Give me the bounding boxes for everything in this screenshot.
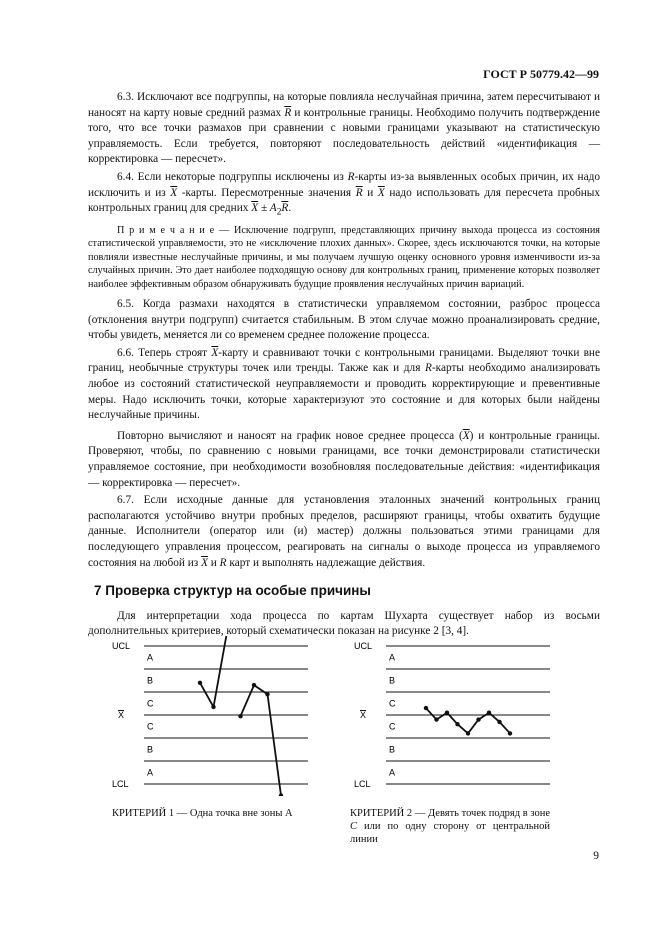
series-line (426, 708, 510, 733)
data-point (455, 722, 459, 726)
criterion-1-chart (108, 636, 312, 796)
paragraph-6-6-b: Повторно вычисляют и наносят на график новое среднее процесса $(\overline{X})$ и контрольные границы. Проверяют, чтобы, по сравнению с новыми границами, все точки демонстрировали статистически управляемое состояние, при необходимости возобновляя последовательные действия: «идентификация — корректировка — пересчет». (88, 429, 600, 489)
page-number: 9 (593, 850, 599, 862)
paragraph-6-3: 6.3. Исключают все подгруппы, на которые повлияла неслучайная причина, затем пересчитывают и наносят на карту новые средний размах $\overline{R}$ и контрольные границы. Необходимо получить подтверждение того, что все точки размахов при сравнении с новыми границами указывают на статистическую управляемость. Если требуется, повторяют последовательность действий «идентификация — корректировка — пересчет». (88, 91, 601, 166)
data-point (279, 793, 283, 796)
series-line (241, 685, 282, 795)
data-point (508, 731, 512, 735)
zone-label: B (389, 744, 396, 755)
lcl-label: LCL (112, 779, 129, 789)
r-bar-symbol: $\overline{R}$ (355, 186, 363, 199)
zone-label: C (147, 698, 154, 709)
r-bar-symbol: $\overline{R}$ (284, 106, 292, 119)
data-point (476, 717, 480, 721)
data-point (466, 731, 470, 735)
note: П р и м е ч а н и е — Исключение подгрупп, представляющих причину выхода процесса из состояния статистической управляемости, это не «исключение плохих данных». Скорее, здесь исключаются точки, на которые повлияли известные неслучайные причины, и мы получаем лучшую оценку основного уровня изменчивости из-за случайных причин. Это дает наиболее подходящую основу для контрольных границ, применение которых позволяет наиболее эффективным образом обнаруживать будущие проявления неслучайных причин вариаций. (88, 225, 600, 290)
x-bar-symbol: $\overline{X}$ (170, 186, 178, 199)
paragraph-7: Для интерпретации хода процесса по картам Шухарта существует набор из восьми дополнительных критериев, который схематически показан на рисунке 2 [3, 4]. (88, 609, 600, 638)
data-point (265, 692, 269, 696)
x-bar-symbol: $\overline{X}$ (211, 346, 219, 359)
paragraph-6-6: 6.6. Теперь строят $\overline{X}$-карту и сравнивают точки с контрольными границами. Выделяют точки вне границ, необычные структуры точек или тренды. Также как и для R-карты необходимо анализировать любое из состояний статистической неуправляемости и проводить корректирующие и превентивные меры. Надо исключить точки, которые характеризуют это состояние и для которых были найдены неслучайные причины. (88, 346, 600, 422)
x-bar-symbol: $\overline{X}$ (377, 186, 385, 199)
paragraph-6-4: 6.4. Если некоторые подгруппы исключены из R-карты из-за выявленных особых причин, их надо исключить и из $\overline{X}$ -карты. Пересмотренные значения $\overline{R}$ и $\overline{X}$ надо использовать для пересчета пробных контрольных границ для средних $\overline{X} \pm A_2\overline{R}$. (88, 170, 601, 218)
zone-label: B (147, 744, 154, 755)
zone-label: A (147, 767, 154, 778)
zone-label: C (389, 698, 396, 709)
criterion-2-svg (350, 636, 554, 796)
data-point (198, 681, 202, 685)
data-point (252, 683, 256, 687)
paragraph-6-7: 6.7. Если исходные данные для установления эталонных значений контрольных границ располагаются устойчиво внутри пробных пределов, расширяют границы, чтобы охватить будущие данные. Исполнители (оператор или (и) мастер) должны пользоваться этими границами для последующего управления процессом, реагировать на сигналы о выходе процесса из управляемого состояния на любой из $\overline{X}$ и R карт и выполнять надлежащие действия. (88, 494, 600, 569)
data-point (211, 705, 215, 709)
data-point (497, 720, 501, 724)
criterion-2-chart (350, 636, 554, 796)
zone-label: B (147, 675, 154, 686)
zone-label: A (147, 652, 154, 663)
paragraph-6-5: 6.5. Когда размахи находятся в статистически управляемом состоянии, разброс процесса (отклонения внутри подгрупп) считается стабильным. В этом случае можно проанализировать средние, чтобы увидеть, меняется ли со временем среднее положение процесса. (88, 298, 600, 342)
data-point (434, 717, 438, 721)
note-label: П р и м е ч а н и е (117, 225, 215, 236)
zone-label: B (389, 675, 396, 686)
center-line-label: X (360, 710, 367, 720)
lcl-label: LCL (354, 779, 371, 789)
data-point (238, 714, 242, 718)
document-body (88, 90, 600, 642)
zone-label: A (389, 767, 396, 778)
section-title: 7 Проверка структур на особые причины (94, 583, 371, 599)
caption-criterion-2: КРИТЕРИЙ 2 — Девять точек подряд в зоне C или по одну сторону от центральной линии (350, 808, 550, 845)
ucl-label: UCL (354, 641, 373, 651)
x-bar-symbol: $\overline{X}$ (251, 202, 259, 215)
document-header: ГОСТ Р 50779.42—99 (483, 67, 599, 81)
center-line-label: X (118, 710, 125, 720)
data-point (445, 711, 449, 715)
zone-label: C (389, 721, 396, 732)
data-point (487, 711, 491, 715)
series-line (200, 636, 227, 707)
criterion-1-svg (108, 636, 312, 796)
data-point (424, 706, 428, 710)
ucl-label: UCL (112, 641, 131, 651)
zone-label: A (389, 652, 396, 663)
zone-label: C (147, 721, 154, 732)
caption-criterion-1: КРИТЕРИЙ 1 — Одна точка вне зоны А (112, 808, 293, 819)
